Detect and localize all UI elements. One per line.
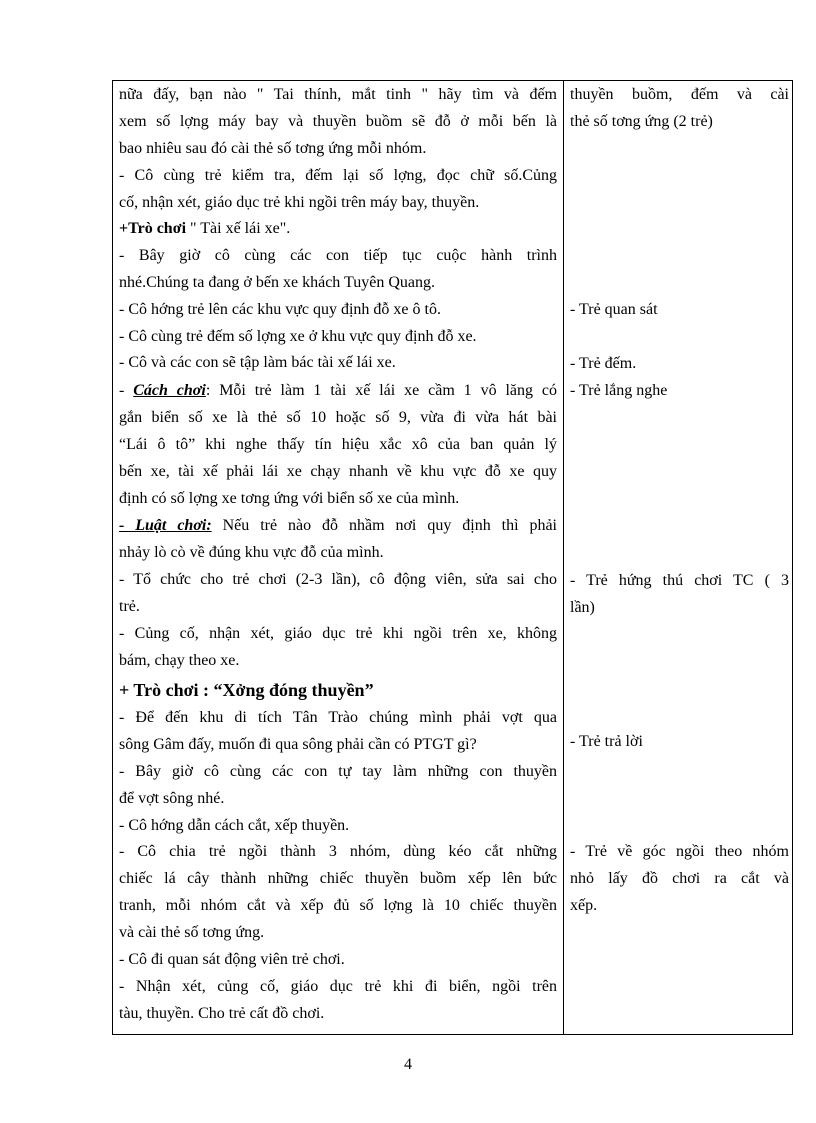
line-text: để vợt sông nhé. — [119, 790, 225, 807]
text-line — [119, 621, 557, 647]
line-text: : Mỗi trẻ làm 1 tài xế lái xe cầm 1 vô lăng có — [205, 382, 558, 399]
line-text: - Nhận xét, củng cố, giáo dục trẻ khi đi biển, ngồi trên — [119, 978, 557, 995]
line-text: bám, chạy theo xe. — [119, 652, 240, 669]
line-text: sông Gâm đấy, muốn đi qua sông phải cần có PTGT gì? — [119, 736, 477, 753]
line-text: nhé.Chúng ta đang ở bến xe khách Tuyên Quang. — [119, 274, 435, 291]
line-text: bao nhiêu sau đó cài thẻ số tơng ứng mỗi nhóm. — [119, 140, 427, 157]
line-text: - Cô cùng trẻ kiểm tra, đếm lại số lợng, đọc chữ số.Củng — [119, 167, 557, 184]
page-number: 4 — [404, 1056, 412, 1073]
line-text: nhảy lò cò về đúng khu vực đỗ của mình. — [119, 544, 384, 561]
text-line — [119, 813, 557, 839]
text-line — [119, 732, 557, 758]
line-text: - Củng cố, nhận xét, giáo dục trẻ khi ngồi trên xe, không — [119, 625, 557, 642]
line-text: - Trẻ trả lời — [570, 733, 643, 750]
text-line — [119, 947, 557, 973]
line-text: chiếc lá cây thành những chiếc thuyền buồm xếp lên bức — [119, 870, 557, 887]
text-line — [570, 351, 789, 377]
heading-text: + Trò chơi : “Xởng đóng thuyền” — [119, 680, 374, 700]
text-line — [119, 513, 557, 539]
line-text: trẻ. — [119, 598, 140, 615]
text-line — [119, 920, 557, 946]
text-line — [119, 839, 557, 865]
line-text: - Cô hớng dẫn cách cắt, xếp thuyền. — [119, 817, 350, 834]
line-text: và cài thẻ số tơng ứng. — [119, 924, 265, 941]
text-line — [119, 893, 557, 919]
line-text: - Cô đi quan sát động viên trẻ chơi. — [119, 951, 345, 968]
text-line — [119, 163, 557, 189]
text-line — [570, 893, 789, 919]
line-text: - Cô chia trẻ ngồi thành 3 nhóm, dùng kéo cắt những — [119, 843, 557, 860]
section-heading — [119, 677, 557, 705]
line-text: - Trẻ về góc ngồi theo nhóm — [570, 843, 789, 860]
text-line — [119, 540, 557, 566]
line-text: tàu, thuyền. Cho trẻ cất đồ chơi. — [119, 1005, 325, 1022]
text-line — [119, 866, 557, 892]
line-text: lần) — [570, 599, 595, 616]
line-text: - Trẻ lắng nghe — [570, 382, 668, 399]
line-text: - Tổ chức cho trẻ chơi (2-3 lần), cô động viên, sửa sai cho — [119, 571, 557, 588]
game-label: +Trò chơi — [119, 220, 187, 237]
rule-label: - Luật chơi: — [119, 517, 212, 534]
line-text: - Trẻ đếm. — [570, 355, 637, 372]
line-text: - Cô và các con sẽ tập làm bác tài xế lái xe. — [119, 354, 396, 371]
text-line — [570, 109, 789, 135]
line-text: bến xe, tài xế phải lái xe chạy nhanh về khu vực đỗ xe quy — [119, 463, 557, 480]
line-prefix: - — [119, 382, 134, 399]
text-line — [570, 568, 789, 594]
text-line — [570, 866, 789, 892]
line-text: - Để đến khu di tích Tân Trào chúng mình phải vợt qua — [119, 709, 557, 726]
line-text: - Cô cùng trẻ đếm số lợng xe ở khu vực quy định đỗ xe. — [119, 328, 477, 345]
text-line — [119, 486, 557, 512]
line-text: - Cô hớng trẻ lên các khu vực quy định đỗ xe ô tô. — [119, 301, 441, 318]
text-line — [119, 216, 557, 242]
text-line — [570, 839, 789, 865]
text-line — [570, 729, 789, 755]
line-text: - Trẻ quan sát — [570, 301, 658, 318]
line-text: cố, nhận xét, giáo dục trẻ khi ngồi trên máy bay, thuyền. — [119, 194, 480, 211]
text-line — [570, 297, 789, 323]
line-text: - Bây giờ cô cùng các con tiếp tục cuộc hành trình — [119, 247, 557, 264]
text-line — [119, 190, 557, 216]
text-line — [119, 648, 557, 674]
line-text: - Bây giờ cô cùng các con tự tay làm những con thuyền — [119, 763, 557, 780]
text-line — [119, 82, 557, 108]
rule-label: Cách chơi — [133, 382, 206, 399]
text-line — [119, 1001, 557, 1027]
text-line — [119, 350, 557, 376]
text-line — [119, 705, 557, 731]
text-line — [119, 270, 557, 296]
text-line — [119, 459, 557, 485]
text-line — [119, 974, 557, 1000]
line-text: tranh, mỗi nhóm cắt và xếp đủ số lợng là 10 chiếc thuyền — [119, 897, 557, 914]
text-line — [119, 594, 557, 620]
text-line — [570, 595, 789, 621]
column-divider — [563, 81, 564, 1034]
line-text: nhỏ lấy đồ chơi ra cắt và — [570, 870, 789, 887]
line-text: “Lái ô tô” khi nghe thấy tín hiệu xắc xô của ban quản lý — [119, 436, 557, 453]
line-text: nữa đấy, bạn nào " Tai thính, mắt tinh " hãy tìm và đếm — [119, 86, 557, 103]
text-line — [119, 759, 557, 785]
line-text: thuyền buồm, đếm và cài — [570, 86, 789, 103]
text-line — [119, 567, 557, 593]
text-line — [570, 82, 789, 108]
text-line — [119, 378, 557, 404]
text-line — [119, 297, 557, 323]
text-line — [119, 405, 557, 431]
line-text: " Tài xế lái xe". — [186, 220, 291, 237]
lesson-table — [112, 80, 793, 1035]
line-text: xem số lợng máy bay và thuyền buồm sẽ đỗ ở mỗi bến là — [119, 113, 557, 130]
line-text: thẻ số tơng ứng (2 trẻ) — [570, 113, 713, 130]
text-line — [119, 324, 557, 350]
text-line — [119, 136, 557, 162]
text-line — [119, 243, 557, 269]
text-line — [119, 432, 557, 458]
line-text: - Trẻ hứng thú chơi TC ( 3 — [570, 572, 789, 589]
line-text: Nếu trẻ nào đỗ nhầm nơi quy định thì phải — [211, 517, 558, 534]
line-text: định có số lợng xe tơng ứng với biển số xe của mình. — [119, 490, 460, 507]
text-line — [570, 378, 789, 404]
text-line — [119, 109, 557, 135]
text-line — [119, 786, 557, 812]
line-text: xếp. — [570, 897, 598, 914]
line-text: gắn biển số xe là thẻ số 10 hoặc số 9, vừa đi vừa hát bài — [119, 409, 557, 426]
